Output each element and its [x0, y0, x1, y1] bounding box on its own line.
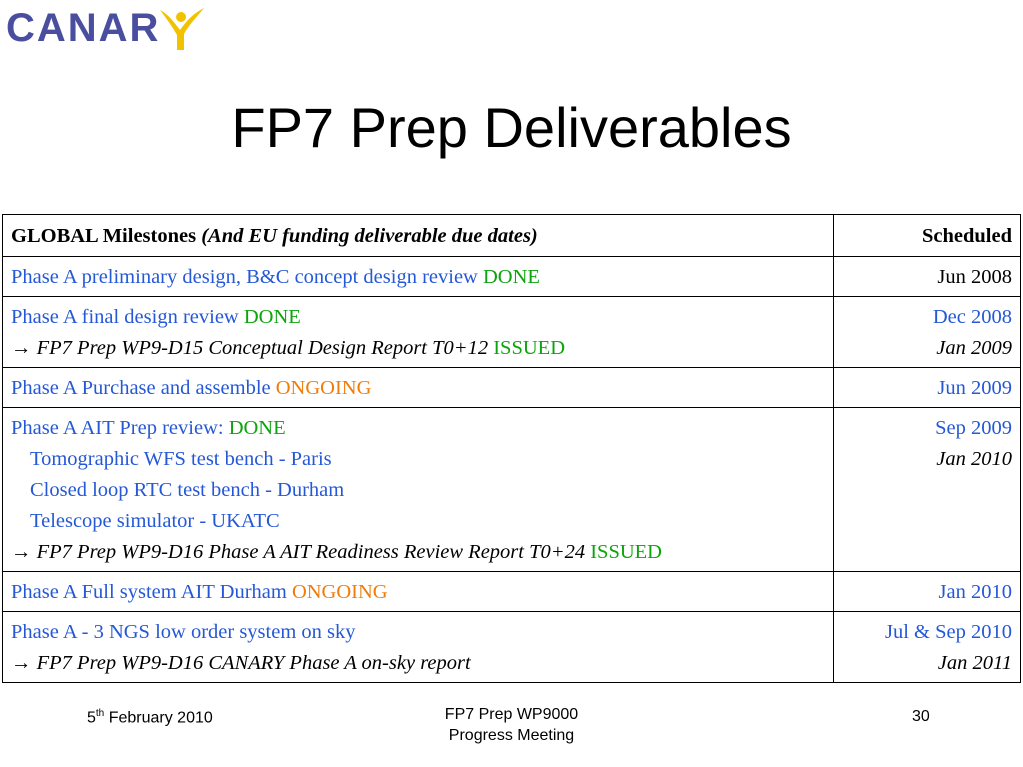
scheduled-date: Dec 2008 [932, 306, 1012, 328]
scheduled-date: Jun 2008 [937, 266, 1012, 288]
milestone-cell [3, 612, 834, 683]
deliverable-date: Jan 2009 [936, 337, 1012, 359]
footer-meeting [0, 704, 1023, 746]
footer-date-day: 5 [87, 709, 96, 727]
table-row [3, 408, 1021, 572]
deliverable-text: → FP7 Prep WP9-D16 CANARY Phase A on-sky report [11, 652, 471, 674]
page-number: 30 [912, 708, 930, 725]
header-milestones-label: GLOBAL Milestones [11, 225, 197, 247]
status-badge: DONE [228, 417, 286, 439]
scheduled-date: Jun 2009 [937, 377, 1012, 399]
milestone-text: Phase A final design review [11, 306, 239, 328]
sub-item: Telescope simulator - UKATC [30, 510, 280, 532]
logo-text: CANAR [6, 6, 161, 50]
header-scheduled-label: Scheduled [922, 225, 1012, 247]
milestone-text: Phase A Full system AIT Durham [11, 581, 287, 603]
slide-title: FP7 Prep Deliverables [231, 96, 792, 159]
table-row [3, 297, 1021, 368]
scheduled-cell [834, 257, 1021, 297]
scheduled-cell [834, 612, 1021, 683]
table-row [3, 257, 1021, 297]
table-row [3, 368, 1021, 408]
status-badge: ONGOING [275, 377, 372, 399]
milestone-cell [3, 368, 834, 408]
scheduled-cell [834, 297, 1021, 368]
deliverable-text: → FP7 Prep WP9-D16 Phase A AIT Readiness Review Report T0+24 [11, 541, 586, 563]
sub-item: Closed loop RTC test bench - Durham [30, 479, 345, 501]
canary-logo [6, 4, 206, 56]
scheduled-date: Sep 2009 [935, 417, 1012, 439]
milestone-cell [3, 572, 834, 612]
header-scheduled [834, 215, 1021, 257]
scheduled-cell [834, 408, 1021, 572]
milestone-text: Phase A - 3 NGS low order system on sky [11, 621, 356, 643]
milestones-table [2, 214, 1021, 683]
table-header-row [3, 215, 1021, 257]
deliverable-date: Jan 2010 [936, 448, 1012, 470]
deliverable-date: Jan 2011 [937, 652, 1012, 674]
sub-item: Tomographic WFS test bench - Paris [30, 448, 332, 470]
scheduled-cell [834, 572, 1021, 612]
scheduled-date: Jan 2010 [938, 581, 1012, 603]
header-milestones-note: (And EU funding deliverable due dates) [201, 225, 538, 247]
milestone-text: Phase A Purchase and assemble [11, 377, 271, 399]
status-badge: DONE [482, 266, 540, 288]
table-row [3, 612, 1021, 683]
milestone-cell [3, 257, 834, 297]
footer-date-rest: February 2010 [104, 709, 213, 727]
deliverable-text: → FP7 Prep WP9-D15 Conceptual Design Report T0+12 [11, 337, 489, 359]
canary-bird-y-icon [158, 4, 206, 54]
status-badge: ISSUED [590, 541, 662, 563]
status-badge: DONE [243, 306, 301, 328]
footer-meeting-line2: Progress Meeting [448, 727, 575, 744]
table-row [3, 572, 1021, 612]
status-badge: ISSUED [493, 337, 565, 359]
milestone-text: Phase A preliminary design, B&C concept design review [11, 266, 478, 288]
milestone-cell [3, 297, 834, 368]
milestone-cell [3, 408, 834, 572]
scheduled-cell [834, 368, 1021, 408]
milestone-text: Phase A AIT Prep review: [11, 417, 224, 439]
status-badge: ONGOING [291, 581, 388, 603]
header-milestones [3, 215, 834, 257]
footer-date-suffix: th [95, 708, 105, 719]
scheduled-date: Jul & Sep 2010 [885, 621, 1012, 643]
footer-meeting-line1: FP7 Prep WP9000 [444, 706, 579, 723]
